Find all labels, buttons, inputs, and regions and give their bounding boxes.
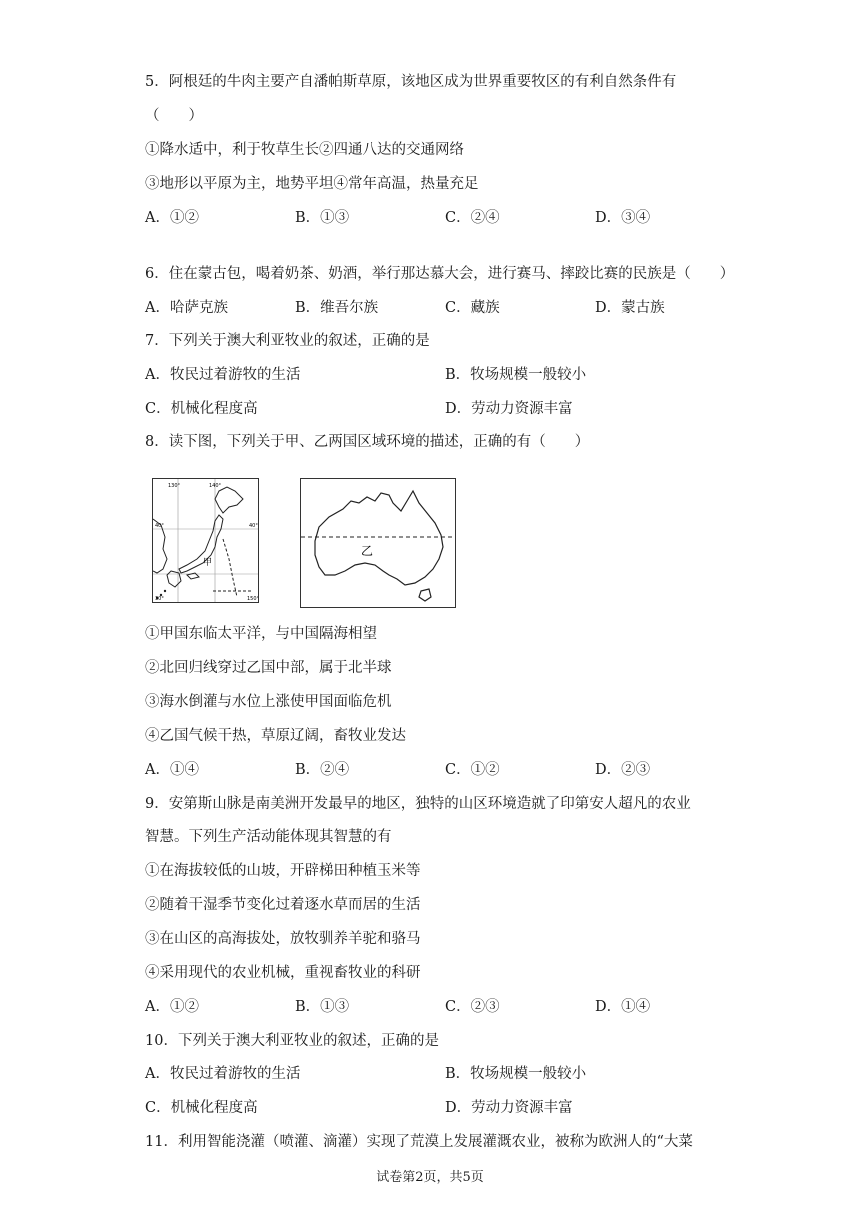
- q5-bracket: （ ）: [145, 108, 203, 124]
- q7-option-d[interactable]: D．劳动力资源丰富: [445, 401, 573, 417]
- japan-map: [152, 478, 259, 603]
- q5-stem: 5．阿根廷的牛肉主要产自潘帕斯草原，该地区成为世界重要牧区的有利自然条件有: [145, 74, 677, 90]
- japan-map-graphic: [153, 479, 258, 602]
- q7-option-b[interactable]: B．牧场规模一般较小: [445, 367, 587, 383]
- q10-option-b[interactable]: B．牧场规模一般较小: [445, 1066, 587, 1082]
- q9-option-c[interactable]: C．②③: [445, 999, 500, 1015]
- q5-statement-2: ③地形以平原为主，地势平坦④常年高温，热量充足: [145, 176, 479, 192]
- q9-stem-line1: 9．安第斯山脉是南美洲开发最早的地区，独特的山区环境造就了印第安人超凡的农业: [145, 796, 691, 812]
- q8-option-b[interactable]: B．②④: [295, 762, 350, 778]
- map1-lat-30: 30°: [155, 596, 164, 602]
- q6-option-b[interactable]: B．维吾尔族: [295, 300, 379, 316]
- q5-option-c[interactable]: C．②④: [445, 210, 500, 226]
- q11-stem: 11．利用智能浇灌（喷灌、滴灌）实现了荒漠上发展灌溉农业，被称为欧洲人的“大菜: [145, 1134, 693, 1150]
- q5-option-b[interactable]: B．①③: [295, 210, 350, 226]
- q10-stem: 10．下列关于澳大利亚牧业的叙述，正确的是: [145, 1033, 439, 1049]
- australia-map: [300, 478, 456, 608]
- q6-option-d[interactable]: D．蒙古族: [595, 300, 665, 316]
- q5-statement-1: ①降水适中，利于牧草生长②四通八达的交通网络: [145, 142, 464, 158]
- map1-country-label: 甲: [203, 558, 213, 568]
- map1-lon-140: 140°: [209, 483, 222, 489]
- q9-statement-4: ④采用现代的农业机械，重视畜牧业的科研: [145, 965, 421, 981]
- q9-option-d[interactable]: D．①④: [595, 999, 651, 1015]
- page-footer: 试卷第2页，共5页: [376, 1170, 484, 1185]
- q8-statement-2: ②北回归线穿过乙国中部，属于北半球: [145, 660, 392, 676]
- q8-option-d[interactable]: D．②③: [595, 762, 651, 778]
- q8-option-a[interactable]: A．①④: [145, 762, 199, 778]
- map1-lat-40b: 40°: [249, 523, 258, 529]
- q5-option-d[interactable]: D．③④: [595, 210, 651, 226]
- q6-option-a[interactable]: A．哈萨克族: [145, 300, 228, 316]
- q6-option-c[interactable]: C．藏族: [445, 300, 500, 316]
- q9-statement-3: ③在山区的高海拔处，放牧驯养羊驼和骆马: [145, 931, 421, 947]
- q8-stem: 8．读下图，下列关于甲、乙两国区域环境的描述，正确的有（ ）: [145, 434, 590, 450]
- q5-option-a[interactable]: A．①②: [145, 210, 199, 226]
- q9-statement-2: ②随着干湿季节变化过着逐水草而居的生活: [145, 897, 421, 913]
- q7-stem: 7．下列关于澳大利亚牧业的叙述，正确的是: [145, 333, 430, 349]
- map1-lat-40a: 40°: [155, 523, 164, 529]
- australia-map-graphic: [301, 479, 455, 607]
- q8-statement-3: ③海水倒灌与水位上涨使甲国面临危机: [145, 694, 392, 710]
- q10-option-d[interactable]: D．劳动力资源丰富: [445, 1100, 573, 1116]
- q9-statement-1: ①在海拔较低的山坡，开辟梯田种植玉米等: [145, 863, 421, 879]
- q6-stem: 6．住在蒙古包，喝着奶茶、奶酒，举行那达慕大会，进行赛马、摔跤比赛的民族是（ ）: [145, 266, 735, 282]
- q8-statement-4: ④乙国气候干热，草原辽阔，畜牧业发达: [145, 728, 406, 744]
- map2-country-label: 乙: [361, 544, 374, 558]
- map1-lon-150: 150°: [247, 596, 258, 602]
- q8-statement-1: ①甲国东临太平洋，与中国隔海相望: [145, 626, 377, 642]
- q9-stem-line2: 智慧。下列生产活动能体现其智慧的有: [145, 829, 392, 845]
- q10-option-c[interactable]: C．机械化程度高: [145, 1100, 258, 1116]
- q7-option-c[interactable]: C．机械化程度高: [145, 401, 258, 417]
- map1-lon-130: 130°: [168, 483, 181, 489]
- q8-option-c[interactable]: C．①②: [445, 762, 500, 778]
- q9-option-b[interactable]: B．①③: [295, 999, 350, 1015]
- q7-option-a[interactable]: A．牧民过着游牧的生活: [145, 367, 301, 383]
- q10-option-a[interactable]: A．牧民过着游牧的生活: [145, 1066, 301, 1082]
- q9-option-a[interactable]: A．①②: [145, 999, 199, 1015]
